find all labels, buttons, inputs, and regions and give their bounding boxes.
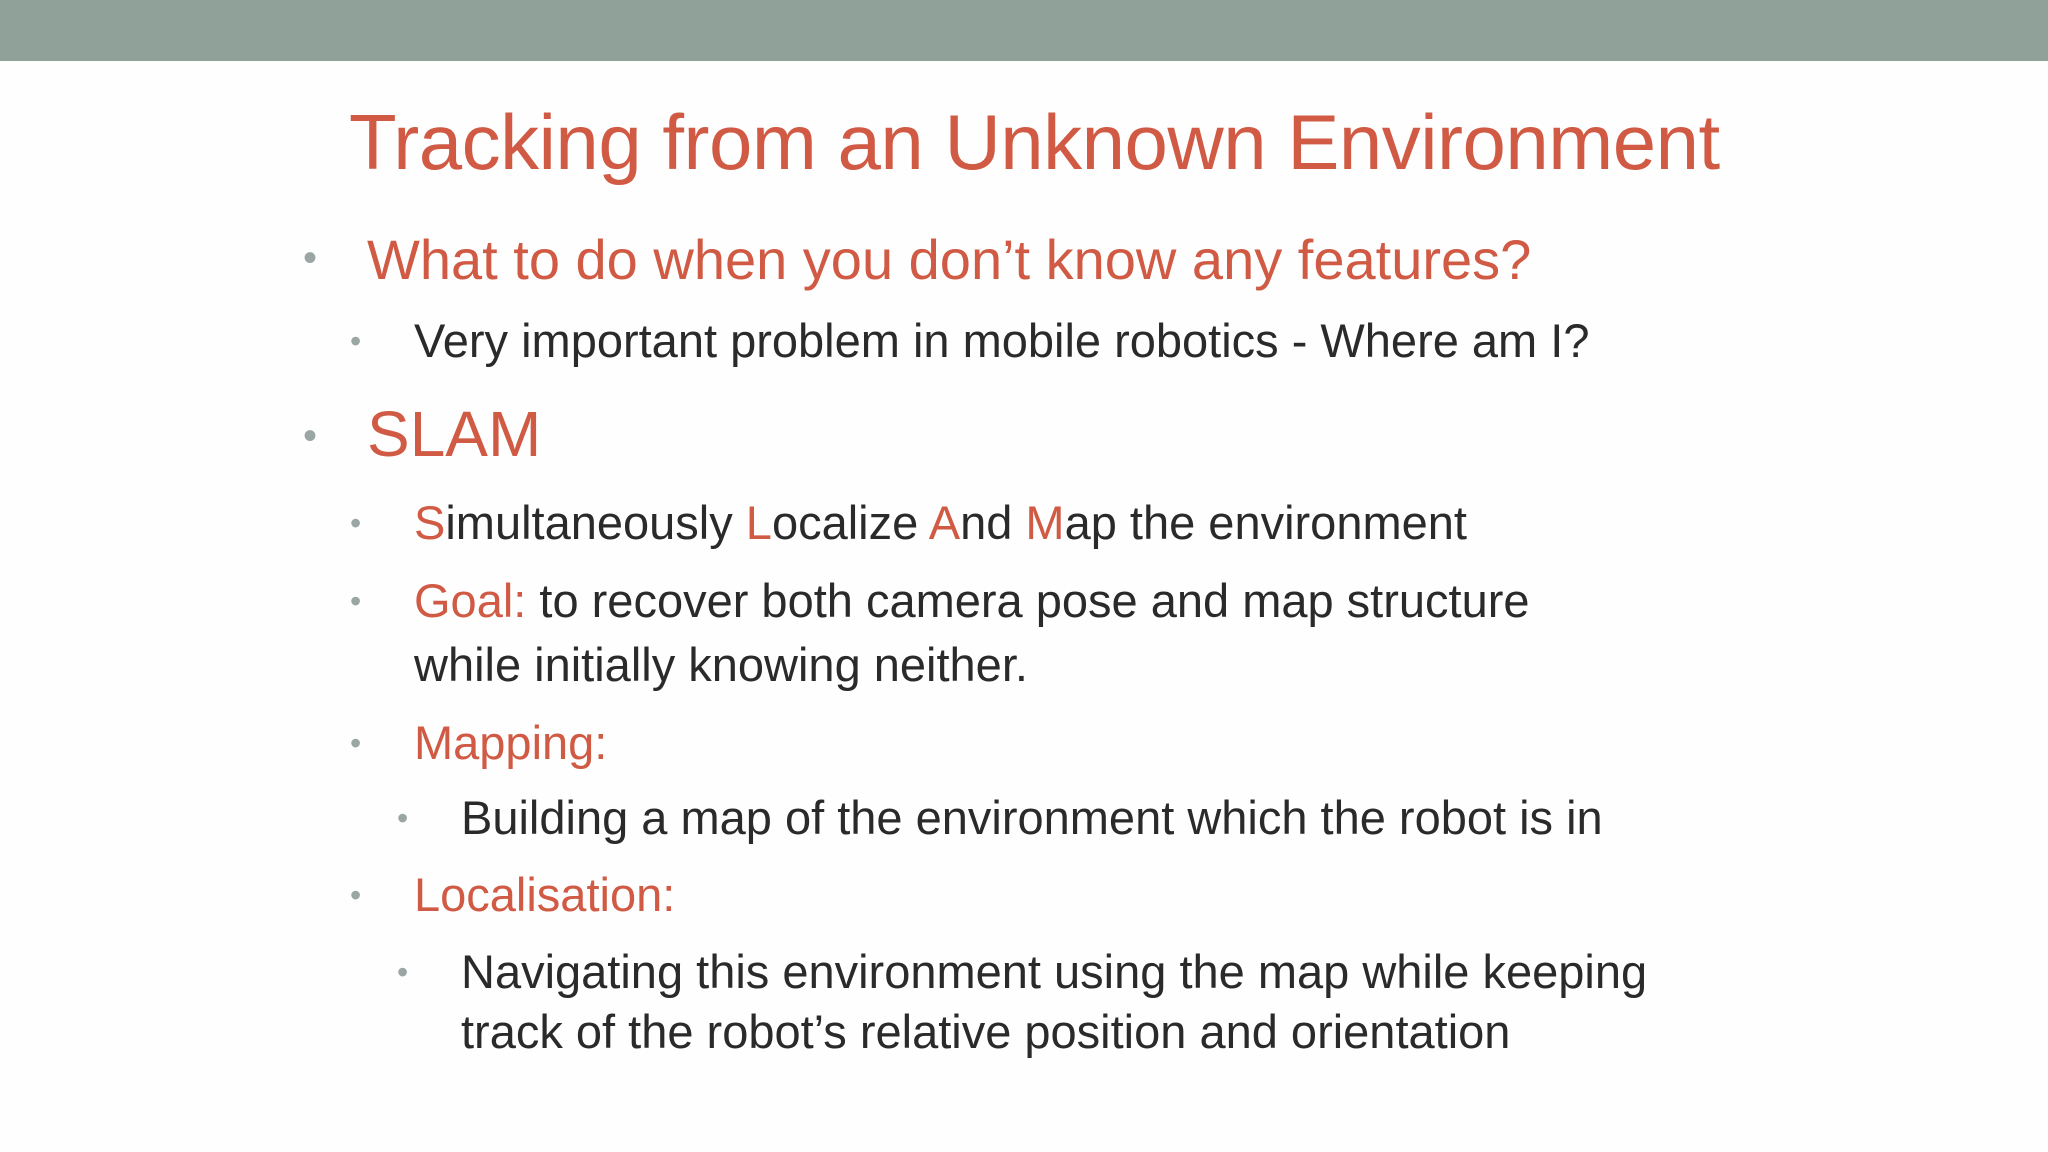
header-band	[0, 0, 2048, 61]
bullet-text: track of the robot’s relative position and orientation	[461, 1005, 1511, 1058]
bullet-text: SLAM	[367, 398, 542, 470]
bullet-dot-icon: •	[303, 236, 318, 280]
bullet-dot-icon: •	[350, 583, 362, 619]
bullet-text: Localisation:	[414, 868, 676, 921]
bullet-robotics-problem	[350, 310, 1590, 372]
bullet-features-question	[303, 225, 1532, 295]
bullet-dot-icon: •	[350, 725, 362, 761]
bullet-text: imultaneously	[445, 496, 746, 549]
acronym-letter-s: S	[414, 496, 446, 549]
bullet-localisation-detail	[397, 941, 1648, 1003]
bullet-dot-icon: •	[397, 954, 409, 990]
bullet-slam-definition	[350, 492, 1467, 554]
bullet-text: while initially knowing neither.	[414, 638, 1028, 691]
bullet-text: What to do when you don’t know any features?	[367, 228, 1532, 291]
bullet-localisation-detail-continuation	[461, 1001, 1510, 1063]
bullet-localisation	[350, 864, 676, 926]
bullet-text: Building a map of the environment which the robot is in	[461, 791, 1603, 844]
bullet-text: to recover both camera pose and map structure	[526, 574, 1530, 627]
acronym-letter-l: L	[745, 496, 772, 549]
slide-title: Tracking from an Unknown Environment	[349, 98, 1720, 186]
acronym-letter-a: A	[928, 496, 961, 549]
bullet-mapping	[350, 712, 608, 774]
bullet-goal-continuation	[414, 634, 1028, 696]
bullet-text: ocalize	[771, 496, 929, 549]
goal-label: Goal:	[414, 574, 527, 627]
bullet-text: ap the environment	[1064, 496, 1467, 549]
bullet-text: Navigating this environment using the map while keeping	[461, 945, 1648, 998]
bullet-dot-icon: •	[397, 800, 409, 836]
bullet-dot-icon: •	[350, 323, 362, 359]
bullet-mapping-detail	[397, 787, 1603, 849]
bullet-dot-icon: •	[350, 505, 362, 541]
acronym-letter-m: M	[1025, 496, 1065, 549]
bullet-dot-icon: •	[303, 414, 318, 458]
bullet-text: Very important problem in mobile robotics - Where am I?	[414, 314, 1590, 367]
bullet-text: nd	[960, 496, 1026, 549]
bullet-text: Mapping:	[414, 716, 608, 769]
bullet-goal	[350, 570, 1530, 632]
bullet-dot-icon: •	[350, 877, 362, 913]
bullet-slam	[303, 394, 542, 474]
